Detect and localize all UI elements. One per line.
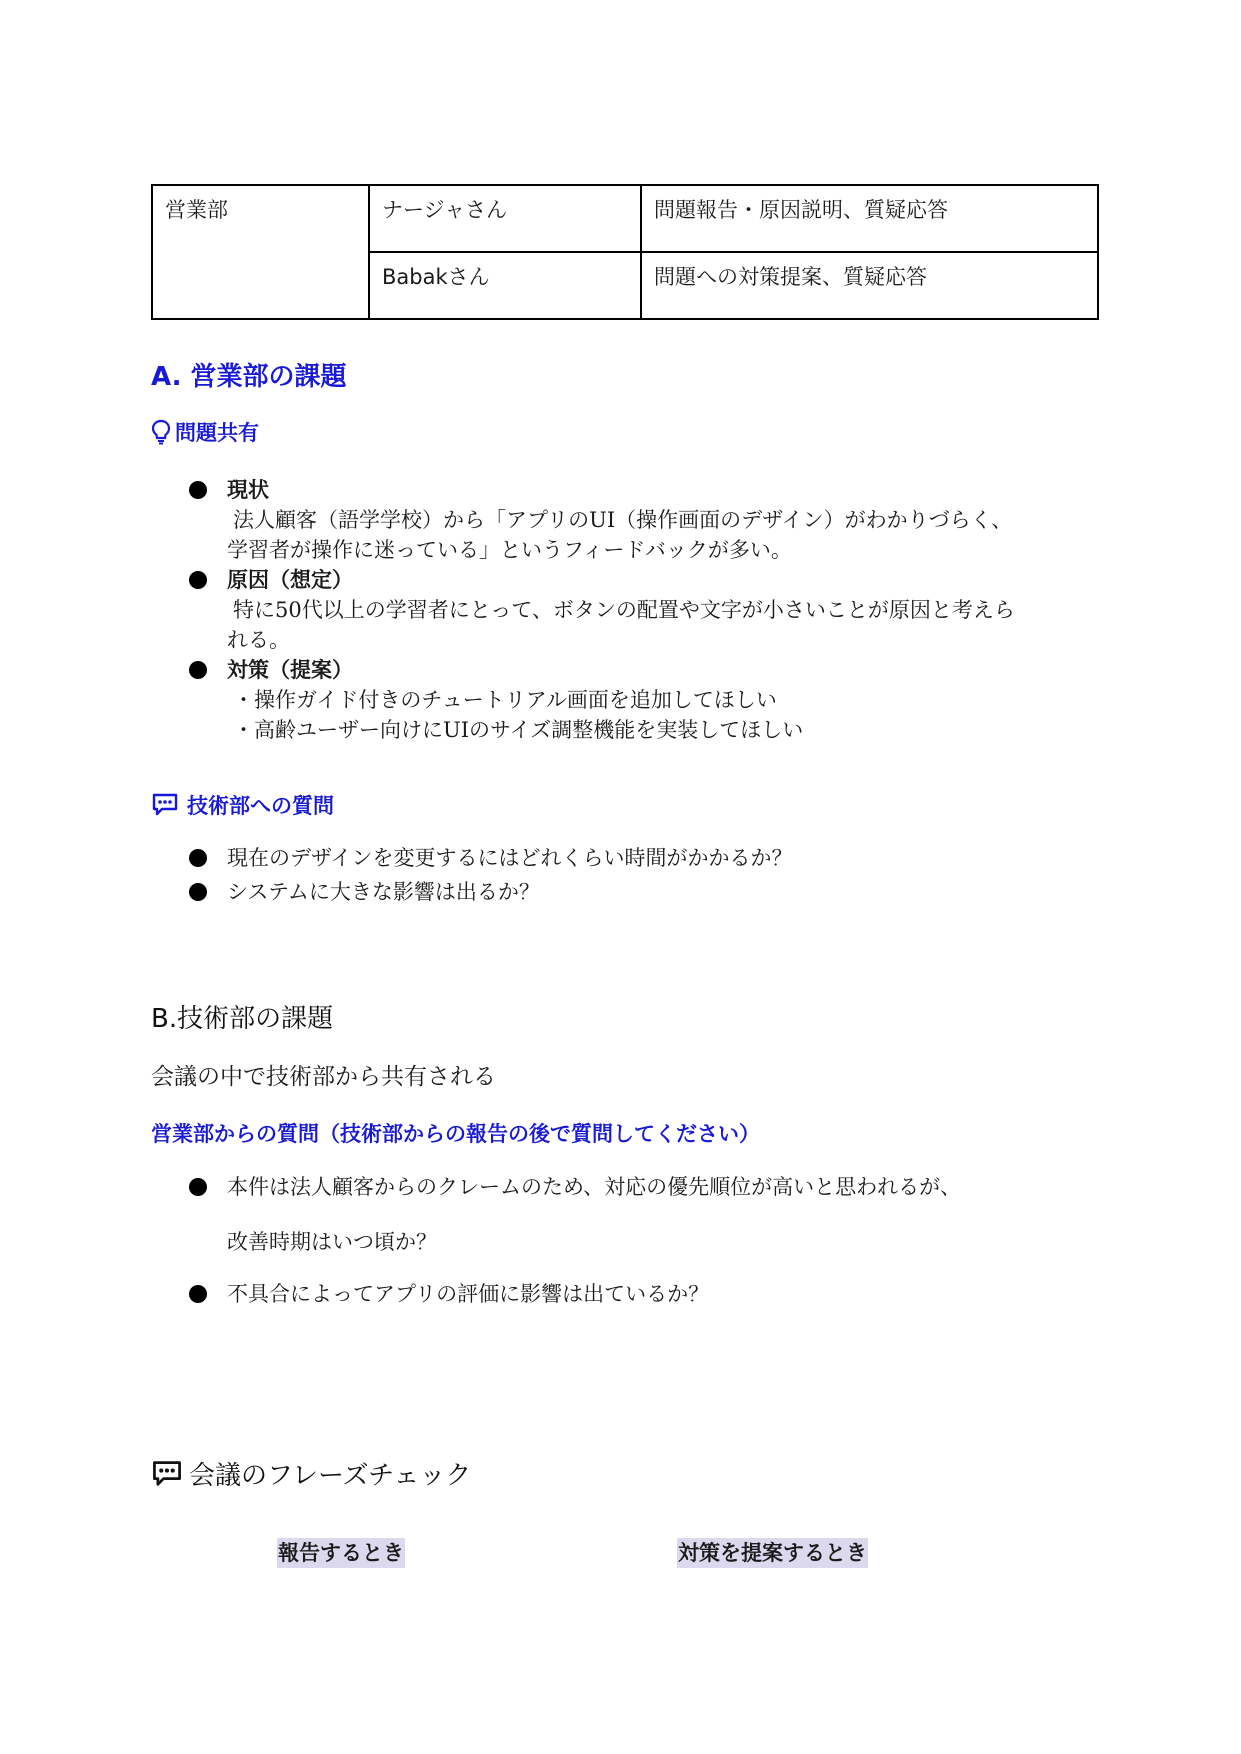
question-heading [151, 790, 334, 820]
question-heading-label: 技術部への質問 [187, 794, 334, 818]
question-text: システムに大きな影響は出るか？ [227, 880, 540, 904]
lightbulb-icon [151, 419, 171, 445]
list-item [187, 475, 1107, 565]
list-item [187, 565, 1107, 655]
issue-share-label: 問題共有 [175, 421, 259, 445]
sales-question-heading: 営業部からの質問（技術部からの報告の後で質問してください） [151, 1122, 760, 1146]
chat-bubble-icon [151, 1459, 183, 1489]
issue-label: 対策（提案） [227, 658, 353, 682]
list-item [187, 1172, 1107, 1257]
issue-list [187, 475, 1107, 745]
issue-share-heading [151, 417, 259, 447]
person-cell: Babakさん [369, 252, 641, 319]
issue-text: れる。 [227, 628, 290, 652]
bullet-icon [189, 1178, 207, 1196]
phrase-check-heading [151, 1455, 471, 1492]
question-text: 不具合によってアプリの評価に影響は出ているか？ [227, 1282, 710, 1306]
person-cell: ナージャさん [369, 185, 641, 252]
section-a-title: A. 営業部の課題 [151, 362, 347, 392]
dept-cell: 営業部 [152, 185, 369, 319]
table-row [152, 185, 1098, 252]
roles-table [151, 184, 1099, 320]
list-item [187, 1279, 1107, 1309]
bullet-icon [189, 849, 207, 867]
list-item [187, 655, 1107, 745]
question-text: 現在のデザインを変更するにはどれくらい時間がかかるか？ [227, 846, 793, 870]
bullet-icon [189, 661, 207, 679]
phrase-propose-label: 対策を提案するとき [677, 1538, 868, 1568]
list-item [187, 843, 1107, 873]
bullet-icon [189, 481, 207, 499]
role-cell: 問題への対策提案、質疑応答 [641, 252, 1098, 319]
role-cell: 問題報告・原因説明、質疑応答 [641, 185, 1098, 252]
bullet-icon [189, 1285, 207, 1303]
bullet-icon [189, 883, 207, 901]
section-b-title: B.技術部の課題 [151, 1004, 334, 1034]
sales-question-list [187, 1172, 1107, 1309]
issue-label: 原因（想定） [227, 568, 353, 592]
list-item [187, 877, 1107, 907]
question-text: 本件は法人顧客からのクレームのため、対応の優先順位が高いと思われるが、 [227, 1175, 962, 1199]
issue-text: 学習者が操作に迷っている」というフィードバックが多い。 [227, 538, 792, 562]
phrase-report-label: 報告するとき [277, 1538, 405, 1568]
chat-bubble-icon [151, 792, 179, 818]
issue-label: 現状 [227, 478, 269, 502]
issue-text: 特に50代以上の学習者にとって、ボタンの配置や文字が小さいことが原因と考えら [233, 598, 1015, 622]
bullet-icon [189, 571, 207, 589]
question-list [187, 843, 1107, 907]
issue-text: ・高齢ユーザー向けにUIのサイズ調整機能を実装してほしい [233, 718, 804, 742]
question-text: 改善時期はいつ頃か？ [227, 1230, 437, 1254]
section-b-note: 会議の中で技術部から共有される [151, 1064, 496, 1090]
issue-text: ・操作ガイド付きのチュートリアル画面を追加してほしい [233, 688, 777, 712]
issue-text: 法人顧客（語学学校）から「アプリのUI（操作画面のデザイン）がわかりづらく、 [233, 508, 1013, 532]
phrase-check-title: 会議のフレーズチェック [189, 1461, 472, 1491]
